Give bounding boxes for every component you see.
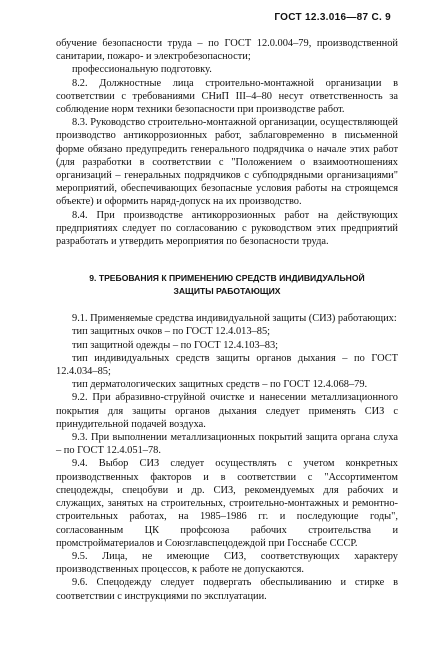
section-8-paragraphs	[56, 37, 398, 248]
paragraph: тип защитной одежды – по ГОСТ 12.4.103–83;	[72, 339, 279, 351]
section-9-title	[56, 272, 398, 298]
paragraph: тип индивидуальных средств защиты органов дыхания – по ГОСТ 12.4.034–85;	[56, 352, 398, 378]
paragraph: тип дерматологических защитных средств – по ГОСТ 12.4.068–79.	[72, 379, 368, 391]
paragraph: 8.4. При производстве антикоррозионных работ на действующих предприятиях следует по согласованию с руководством этих предприятий разработать и утвердить мероприятия по безопасности труда.	[56, 209, 398, 248]
paragraph: профессиональную подготовку.	[72, 64, 212, 76]
section-9-paragraphs	[56, 312, 398, 602]
section-title-line-1: 9. ТРЕБОВАНИЯ К ПРИМЕНЕНИЮ СРЕДСТВ ИНДИВИДУАЛЬНОЙ	[89, 273, 365, 284]
paragraph: 9.3. При выполнении металлизационных покрытий защита органа слуха – по ГОСТ 12.4.051–78.	[56, 432, 398, 457]
page-header-code: ГОСТ 12.3.016—87 С. 9	[274, 12, 391, 23]
paragraph: 9.1. Применяемые средства индивидуальной защиты (СИЗ) работающих:	[72, 313, 397, 325]
paragraph: 8.2. Должностные лица строительно-монтажной организации в соответствии с требованиями СНиП III–4–80 несут ответственность за соблюдение норм техники безопасности при производстве работ.	[56, 77, 398, 116]
paragraph: 9.4. Выбор СИЗ следует осуществлять с учетом конкретных производственных факторов и в соответствии с "Ассортиментом спецодежды, спецобуви и др. СИЗ, рекомендуемых для рабочих и служащих, занятых на строительных, строительно-монтажных и ремонтно-строительных работах, на 1985–1986 гг. и последующие годы", согласованным ЦК профсоюза рабочих строительства и промстройматериалов и Союзглавспецодеждой при Госснабе СССР.	[56, 458, 398, 549]
paragraph: обучение безопасности труда – по ГОСТ 12.0.004–79, производственной санитарии, пожаро- и электробезопасности;	[56, 38, 398, 63]
document-body	[56, 37, 398, 603]
section-title-line-2: ЗАЩИТЫ РАБОТАЮЩИХ	[173, 286, 281, 297]
paragraph: 8.3. Руководство строительно-монтажной организации, осуществляющей производство антикоррозионных работ, заблаговременно в письменной форме обязано предупредить генерального подрядчика о начале этих работ (для разработки в соответствии с "Положением о взаимоотношениях организаций – генеральных подрядчиков с субподрядными организациями" мероприятий, обеспечивающих безопасные условия работы на строящемся объекте) и оформить наряд-допуск на их производство.	[56, 117, 398, 208]
paragraph: 9.5. Лица, не имеющие СИЗ, соответствующих характеру производственных процессов, к работе не допускаются.	[56, 550, 398, 576]
paragraph: 9.6. Спецодежду следует подвергать обеспыливанию и стирке в соответствии с инструкциями по эксплуатации.	[56, 577, 398, 602]
paragraph: тип защитных очков – по ГОСТ 12.4.013–85;	[72, 326, 271, 338]
paragraph: 9.2. При абразивно-струйной очистке и нанесении металлизационного покрытия для защиты органов дыхания следует применять СИЗ с принудительной подачей воздуха.	[56, 392, 398, 430]
